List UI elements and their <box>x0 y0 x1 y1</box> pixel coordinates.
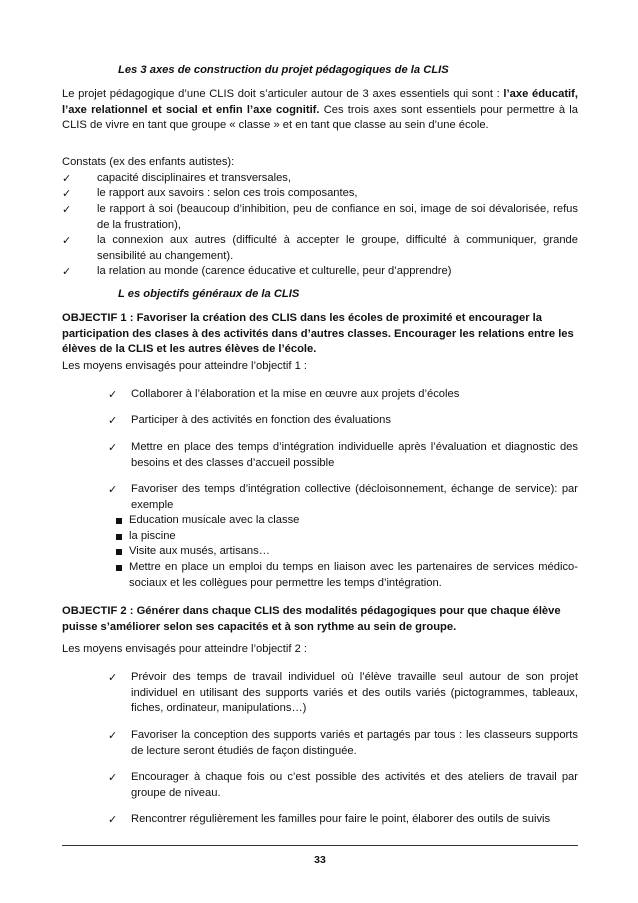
check-mark-icon: ✓ <box>62 172 72 185</box>
check-mark-icon: ✓ <box>62 234 72 247</box>
intro-paragraph <box>62 87 578 134</box>
list-item: ✓ Encourager à chaque fois ou c’est possible des activités et des ateliers de travail par groupe de niveau. <box>108 771 578 799</box>
objectif-2-means-intro: Les moyens envisagés pour atteindre l’objectif 2 : <box>62 643 308 655</box>
constats-heading: Constats (ex des enfants autistes): <box>62 156 235 168</box>
list-item: ✓ le rapport à soi (beaucoup d’inhibition, peu de confiance en soi, image de soi dévalorisée, refus de la frustration), <box>62 203 578 231</box>
check-mark-icon: ✓ <box>108 441 118 454</box>
section-title-axes: Les 3 axes de construction du projet pédagogiques de la CLIS <box>118 64 449 76</box>
list-item: ✓ le rapport aux savoirs : selon ces trois composantes, <box>62 187 358 200</box>
list-item: ✓ la relation au monde (carence éducative et culturelle, peur d’apprendre) <box>62 265 452 278</box>
square-bullet-icon <box>116 565 122 571</box>
check-mark-icon: ✓ <box>108 414 118 427</box>
list-item: ✓ capacité disciplinaires et transversales, <box>62 172 292 185</box>
square-bullet-icon <box>116 534 122 540</box>
list-item: ✓ Participer à des activités en fonction des évaluations <box>108 414 391 427</box>
intro-text-b: Ces trois axes sont essentiels pour permettre à la CLIS de vivre en tant que groupe « classe » et en tant que classe au sein d’une école. <box>62 103 578 131</box>
check-mark-icon: ✓ <box>108 729 118 742</box>
list-item: Visite aux musés, artisans… <box>116 544 578 560</box>
page-number: 33 <box>314 854 326 866</box>
objectif-1-means-intro: Les moyens envisagés pour atteindre l’objectif 1 : <box>62 360 308 372</box>
footer-divider <box>62 845 578 846</box>
square-bullet-icon <box>116 549 122 555</box>
section-title-objectifs: L es objectifs généraux de la CLIS <box>118 288 300 300</box>
check-mark-icon: ✓ <box>108 671 118 684</box>
list-item: ✓ Mettre en place des temps d’intégration individuelle après l’évaluation et diagnostic des besoins et des classes d’accueil possible <box>108 441 578 469</box>
list-item: ✓ Rencontrer régulièrement les familles pour faire le point, élaborer des outils de suivis <box>108 813 551 826</box>
list-item: Mettre en place un emploi du temps en liaison avec les partenaires de services médico-sociaux et les collègues pour permettre les temps d’intégration. <box>116 560 578 592</box>
check-mark-icon: ✓ <box>62 265 72 278</box>
check-mark-icon: ✓ <box>62 203 72 216</box>
check-mark-icon: ✓ <box>108 483 118 496</box>
square-bullet-icon <box>116 518 122 524</box>
list-item: Education musicale avec la classe <box>116 513 578 529</box>
check-mark-icon: ✓ <box>108 388 118 401</box>
list-item: la piscine <box>116 529 578 545</box>
list-item: ✓ la connexion aux autres (difficulté à accepter le groupe, difficulté à communiquer, grande sensibilité au changement). <box>62 234 578 262</box>
objectif-1-heading: OBJECTIF 1 : Favoriser la création des CLIS dans les écoles de proximité et encourager la participation des clases à des activités dans d’autres classes. Encourager les relations entre les élèves de la CLIS et les autres élèves de l’école. <box>62 312 574 355</box>
objectif-2-heading: OBJECTIF 2 : Générer dans chaque CLIS des modalités pédagogiques pour que chaque élève puisse s’améliorer selon ses capacités et à son rythme au sein de groupe. <box>62 605 561 633</box>
list-item: ✓ Prévoir des temps de travail individuel où l’élève travaille seul autour de son projet individuel en utilisant des supports variés et des outils variés (pictogrammes, tableaux, fiches, ordinateur, manipulations…) <box>108 671 578 714</box>
intro-text-a: Le projet pédagogique d’une CLIS doit s’articuler autour de 3 axes essentiels qui sont : <box>62 88 504 100</box>
check-mark-icon: ✓ <box>108 771 118 784</box>
check-mark-icon: ✓ <box>62 187 72 200</box>
check-mark-icon: ✓ <box>108 813 118 826</box>
list-item: ✓ Favoriser la conception des supports variés et partagés par tous : les classeurs supports de lecture seront étudiés de façon distinguée. <box>108 729 578 757</box>
list-item: ✓ Collaborer à l’élaboration et la mise en œuvre aux projets d’écoles <box>108 388 460 401</box>
list-item: ✓ Favoriser des temps d’intégration collective (décloisonnement, échange de service): par exemple <box>108 483 578 511</box>
intro-text-bold: l’axe éducatif, l’axe relationnel et social et enfin l’axe cognitif. <box>62 88 578 116</box>
